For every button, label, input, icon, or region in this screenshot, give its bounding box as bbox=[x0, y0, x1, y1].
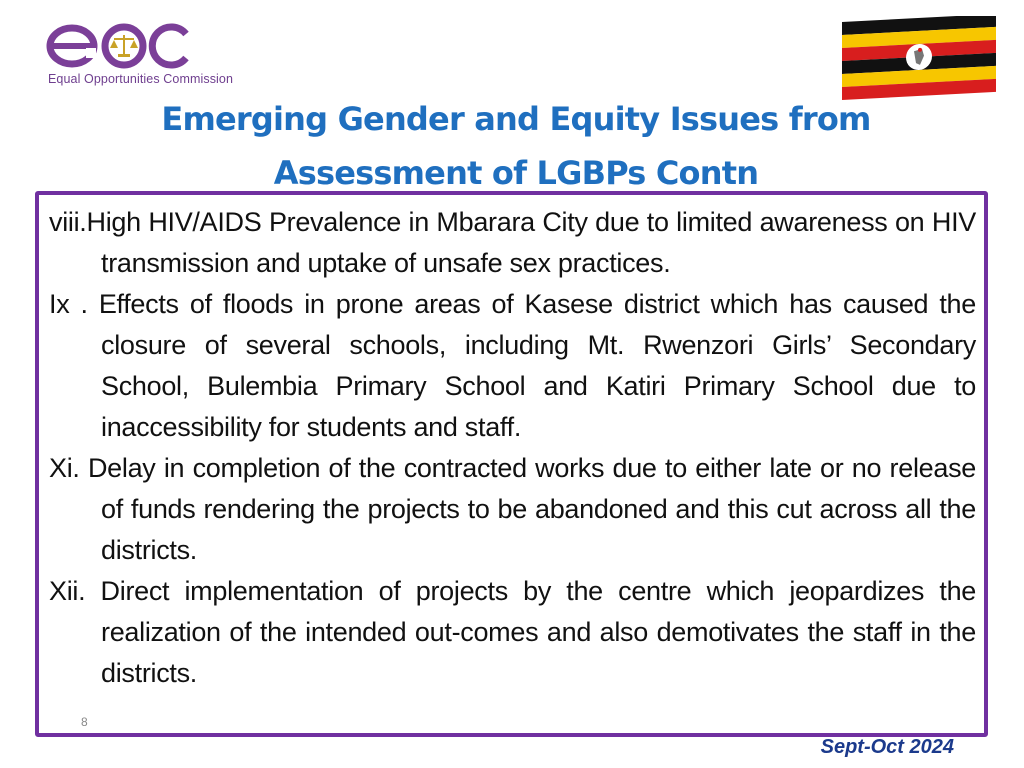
slide-title: Emerging Gender and Equity Issues from Assessment of LGBPs Contn bbox=[161, 100, 871, 192]
issue-item-xii bbox=[49, 571, 976, 694]
item-marker: Xi. bbox=[49, 453, 88, 483]
uganda-flag-icon bbox=[842, 16, 1000, 102]
item-text: Delay in completion of the contracted works due to either late or no release of funds rendering the projects to be abandoned and this cut across all the districts. bbox=[87, 453, 976, 565]
eoc-logo-mark bbox=[46, 22, 196, 70]
item-marker: Ix . bbox=[49, 289, 99, 319]
item-text: High HIV/AIDS Prevalence in Mbarara City due to limited awareness on HIV transmission and uptake of unsafe sex practices. bbox=[86, 207, 976, 278]
item-marker: Xii. bbox=[49, 576, 101, 606]
issue-list bbox=[49, 202, 976, 694]
item-marker: viii. bbox=[49, 207, 87, 237]
eoc-logo bbox=[46, 22, 246, 90]
logo-caption: Equal Opportunities Commission bbox=[48, 72, 234, 86]
issue-item-ix bbox=[49, 284, 976, 448]
issue-item-viii bbox=[49, 202, 976, 284]
footer-date: Sept-Oct 2024 bbox=[820, 736, 954, 758]
issue-item-xi bbox=[49, 448, 976, 571]
slide-number: 8 bbox=[81, 715, 88, 729]
item-text: Direct implementation of projects by the centre which jeopardizes the realization of the intended out-comes and also demotivates the staff in the districts. bbox=[100, 576, 976, 688]
content-box bbox=[35, 191, 988, 737]
item-text: Effects of floods in prone areas of Kasese district which has caused the closure of several schools, including Mt. Rwenzori Girls’ Secondary School, Bulembia Primary School and Katiri Primary School due to inaccessibility for students and staff. bbox=[98, 289, 976, 442]
